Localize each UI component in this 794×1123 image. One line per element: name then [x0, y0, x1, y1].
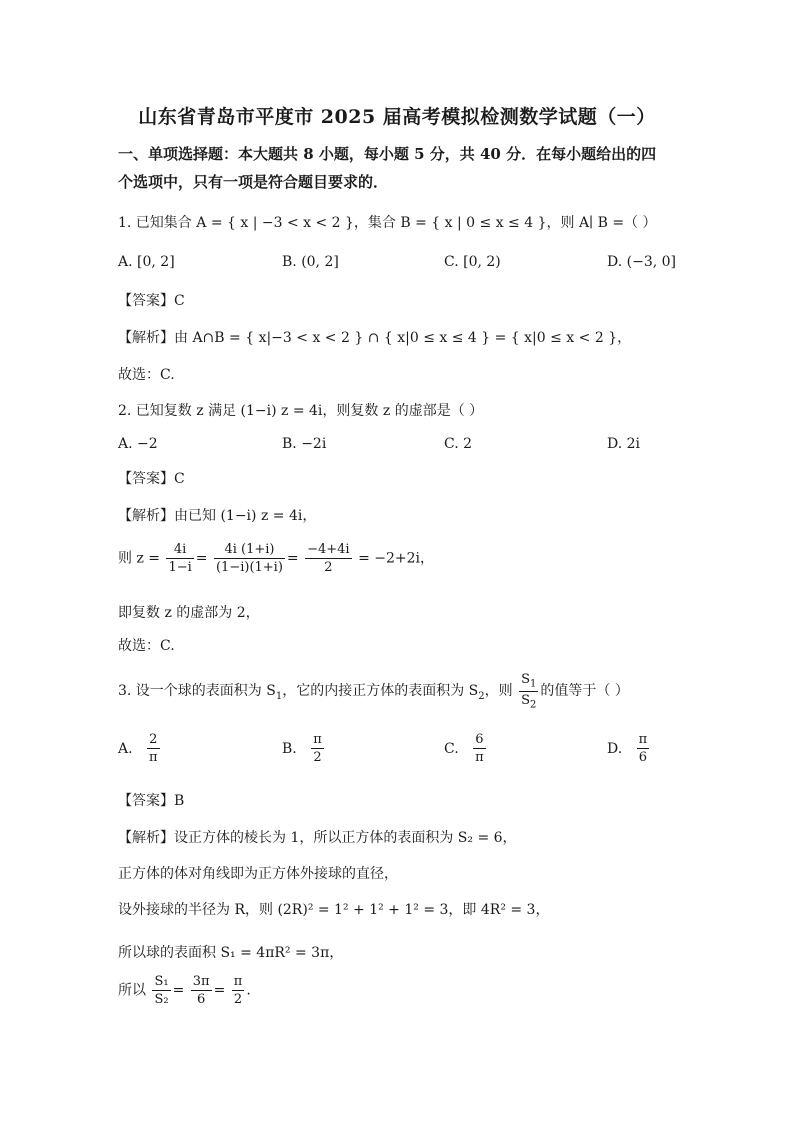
q3-final-fraction-2-den: 6	[197, 992, 206, 1007]
q1-option-b: B. (0, 2]	[282, 254, 339, 270]
q2-stem: 2. 已知复数 z 满足 (1−i) z = 4i，则复数 z 的虚部是（ ）	[118, 403, 484, 419]
q3-option-c-label: C.	[444, 740, 459, 757]
q2-option-d: D. 2i	[607, 436, 641, 452]
q1-choose: 故选：C.	[118, 367, 175, 383]
q2-option-a: A. −2	[118, 436, 158, 452]
q3-answer: 【答案】B	[118, 793, 185, 809]
q3-stem-fraction-num-sub: 1	[530, 678, 537, 690]
q3-option-a-den: π	[149, 750, 158, 765]
q3-option-c	[444, 732, 488, 765]
q3-option-b-fraction	[311, 732, 324, 765]
q1-stem: 1. 已知集合 A = { x | −3 < x < 2 }，集合 B = { x | 0 ≤ x ≤ 4 }，则 A∣ B =（ ）	[118, 215, 657, 231]
q3-analysis-line-2: 正方体的体对角线即为正方体外接球的直径，	[118, 866, 398, 882]
q3-final-fraction-2-num: 3π	[192, 974, 210, 989]
q2-imag-part: 即复数 z 的虚部为 2，	[118, 605, 260, 621]
q3-stem-part-a: 3. 设一个球的表面积为 S	[118, 683, 276, 700]
q1-option-a: A. [0, 2]	[118, 254, 175, 270]
q3-option-a-label: A.	[118, 740, 133, 757]
q3-stem-fraction-den	[519, 692, 538, 711]
q3-option-b-num: π	[313, 732, 322, 747]
q2-calc-tail: = −2+2i，	[358, 550, 434, 567]
q2-analysis: 【解析】由已知 (1−i) z = 4i，	[118, 508, 317, 524]
q3-final-fraction-1-den: S₂	[154, 992, 169, 1007]
q3-option-c-num: 6	[473, 732, 486, 749]
q3-stem-part-c: ，则	[484, 683, 513, 700]
q3-stem-fraction-num	[519, 672, 538, 692]
q3-option-a	[118, 732, 162, 765]
q3-option-d-label: D.	[607, 740, 623, 757]
q3-option-c-den: π	[475, 750, 484, 765]
q3-option-b	[282, 732, 326, 765]
q3-analysis-line-4: 所以球的表面积 S₁ = 4πR² = 3π，	[118, 945, 344, 961]
q2-calculation: 则 z = $\frac{4i}{1-i}$ = $\frac{4i (1+i)}{(1-i)(1+i)}$ = $\frac{-4+4i}{2}$ = −2+2i，	[118, 542, 434, 575]
q2-answer: 【答案】C	[118, 471, 185, 487]
q2-option-b: B. −2i	[282, 436, 327, 452]
q2-fraction-1	[166, 542, 193, 575]
q3-final-fraction-3-num: π	[233, 974, 243, 989]
q3-final-tail: .	[246, 982, 251, 999]
q3-final-fraction-2	[191, 974, 212, 1007]
q3-stem-part-d: 的值等于（ ）	[540, 683, 629, 700]
q3-option-d	[607, 732, 651, 765]
q3-option-b-den: 2	[313, 750, 322, 765]
q3-final-fraction-3-den: 2	[233, 992, 243, 1007]
q2-fraction-2-num: 4i (1+i)	[214, 542, 285, 559]
q3-final-fraction-3	[232, 974, 245, 1007]
q3-final-prefix: 所以	[118, 982, 146, 999]
q3-option-c-fraction	[473, 732, 486, 765]
q3-stem-part-b: ，它的内接正方体的表面积为 S	[282, 683, 479, 700]
q3-stem-sub-2: 2	[478, 690, 485, 702]
q3-option-d-fraction	[637, 732, 650, 765]
q2-fraction-2-den: (1−i)(1+i)	[215, 560, 283, 575]
q1-option-d: D. (−3, 0]	[607, 254, 676, 270]
q3-stem-fraction-num-s: S	[521, 672, 531, 687]
q3-stem-fraction	[519, 672, 538, 710]
q2-fraction-3-den: 2	[324, 560, 333, 575]
q3-final-fraction-1-num: S₁	[154, 974, 169, 989]
q3-stem-fraction-den-s: S	[521, 692, 531, 708]
q3-option-a-num: 2	[147, 732, 160, 749]
q2-calc-prefix: 则 z =	[118, 550, 161, 567]
q2-option-c: C. 2	[444, 436, 473, 452]
q2-choose: 故选：C.	[118, 638, 175, 654]
q3-option-d-num: π	[638, 732, 648, 747]
q3-final-fraction-1	[152, 974, 170, 1007]
q2-fraction-1-den: 1−i	[168, 560, 192, 575]
section-heading-line-2: 个选项中，只有一项是符合题目要求的．	[118, 173, 389, 191]
q3-option-b-label: B.	[282, 740, 297, 757]
q3-analysis: 【解析】设正方体的棱长为 1，所以正方体的表面积为 S₂ = 6，	[118, 830, 517, 846]
exam-title: 山东省青岛市平度市 2025 届高考模拟检测数学试题（一）	[138, 106, 656, 128]
q2-fraction-3	[305, 542, 352, 575]
section-heading	[118, 140, 678, 196]
q2-fraction-1-num: 4i	[166, 542, 193, 559]
q3-analysis-line-3: 设外接球的半径为 R，则 (2R)² = 1² + 1² + 1² = 3，即 4R² = 3，	[118, 902, 550, 918]
q3-stem	[118, 672, 629, 710]
q3-stem-fraction-den-sub: 2	[530, 699, 537, 711]
q3-option-d-den: 6	[638, 750, 648, 765]
q3-stem-sub-1: 1	[275, 690, 283, 702]
q1-answer: 【答案】C	[118, 293, 185, 309]
q2-fraction-3-num: −4+4i	[307, 542, 350, 557]
q3-final: 所以 $\frac{\text{S₁}}{\text{S₂}}$ = $\frac{3\pi}{6}$ = $\frac{\pi}{2}$ .	[118, 974, 251, 1007]
q1-option-c: C. [0, 2)	[444, 254, 501, 270]
section-heading-line-1: 一、单项选择题：本大题共 8 小题，每小题 5 分，共 40 分．在每小题给出的四	[118, 145, 657, 163]
q1-analysis: 【解析】由 A∩B = { x|−3 < x < 2 } ∩ { x|0 ≤ x ≤ 4 } = { x|0 ≤ x < 2 }，	[118, 330, 632, 346]
q2-fraction-2	[214, 542, 285, 575]
q3-option-a-fraction	[147, 732, 160, 765]
